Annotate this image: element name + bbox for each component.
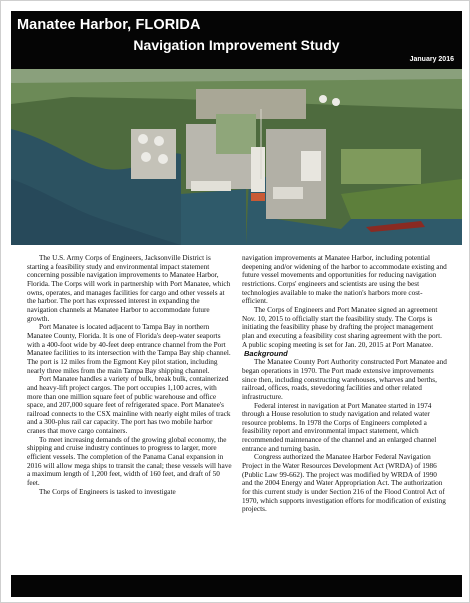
aerial-port-photo	[11, 69, 462, 245]
left-text-column	[27, 254, 232, 496]
tank-farm	[131, 129, 176, 179]
document-subtitle: Navigation Improvement Study	[133, 37, 340, 53]
moored-vessel	[251, 193, 265, 201]
issue-date: January 2016	[409, 56, 454, 63]
storage-tank	[158, 154, 168, 164]
storage-tank	[332, 98, 340, 106]
storage-yard-grid	[216, 114, 256, 154]
footer-bar	[11, 575, 462, 597]
intro-paragraph: The U.S. Army Corps of Engineers, Jacksonville District is starting a feasibility study and environmental impact statement concerning possible navigation improvements to Manatee Harbor, Florida. The Corps will work in partnership with Port Manatee, which owns, operates, and manages facilities for cargo and other vessels at the harbor. The port has expressed interest in expanding the navigation channels at Manatee Harbor to accommodate future growth.	[27, 254, 231, 323]
background-heading: Background	[244, 349, 288, 359]
warehouse-building	[273, 187, 303, 199]
storage-tank	[154, 136, 164, 146]
turning-basin-left	[181, 189, 246, 245]
cargo-paragraph: Port Manatee handles a variety of bulk, break bulk, containerized and heavy-lift project cargos. The port occupies 1,100 acres, with more than one million square feet of public warehouse and office space, and 207,000 square feet of refrigerated space. Port Manatee's railroad connects to the CSX mainline with nearly eight miles of track and a 300-plus rail car capacity. The port has two mobile harbor cranes that move cargo containers.	[27, 375, 231, 436]
continued-paragraph: navigation improvements at Manatee Harbor, including potential deepening and/or widening of the harbor to accommodate existing and future vessel movements and opportunities for reducing navigation restrictions. Corps' engineers and scientists are using the best technologies available to make the nation's harbors more cost-efficient.	[242, 254, 447, 306]
storage-tank	[319, 95, 327, 103]
background-paragraph-2: Federal interest in navigation at Port Manatee started in 1974 through a House resolution to study navigation and related water resource problems. In 1978 the Corps of Engineers completed a feasibility report and environmental impact statement, which recommended maintenance of the channel and an enlarged channel entrance and turning basin.	[242, 401, 437, 453]
open-field	[341, 149, 421, 184]
warehouse-building	[301, 151, 321, 181]
header-banner	[11, 11, 462, 69]
storage-tank	[141, 152, 151, 162]
warehouse-building	[191, 181, 231, 191]
warehouse-building	[251, 147, 265, 192]
location-paragraph: Port Manatee is located adjacent to Tampa Bay in northern Manatee County, Florida. It is one of Florida's deep-water seaports with a 400-foot wide by 40-feet deep entrance channel from the Port Manatee facilities to its intersection with the Tampa Bay ship channel. The port is 12 miles from the Egmont Key pilot station, including nearly three miles from the main Tampa Bay shipping channel.	[27, 323, 231, 375]
aerial-port-photo-drawing	[11, 69, 462, 245]
agreement-paragraph: The Corps of Engineers and Port Manatee signed an agreement Nov. 10, 2015 to officially start the feasibility study. The Corps is initiating the feasibility phase by drafting the project management plan and executing a feasibility cost sharing agreement with the port. A public scoping meeting is set for Jan. 20, 2015 at Port Manatee.	[242, 305, 442, 349]
global-economy-paragraph: To meet increasing demands of the growing global economy, the shipping and cruise industry continues to progress to larger, more efficient vessels. The completion of the Panama Canal expansion in 2016 will allow mega ships to transit the canal; these vessels will have a maximum length of 1,200 feet, width of 160 feet, and draft of 50 feet.	[27, 435, 232, 488]
document-title: Manatee Harbor, FLORIDA	[17, 17, 201, 33]
storage-tank	[138, 134, 148, 144]
background-paragraph-1: The Manatee County Port Authority constructed Port Manatee and began operations in 1970. The Port made extensive improvements since then, including constructing warehouses, wharves and berths, railroad, offices, roads, stevedoring facilities and other related infrastructure.	[242, 358, 447, 401]
corps-task-paragraph: The Corps of Engineers is tasked to investigate	[39, 487, 176, 496]
right-text-column	[242, 254, 447, 514]
background-paragraph-3: Congress authorized the Manatee Harbor Federal Navigation Project in the Water Resources Development Act (WRDA) of 1986 (Public Law 99-662). The project was modified by WRDA of 1990 and the 2004 Energy and Water Appropriation Act. The authorization for this current study is under Section 216 of the Flood Control Act of 1970, which supports investigation efforts for modification of existing projects.	[242, 453, 446, 514]
